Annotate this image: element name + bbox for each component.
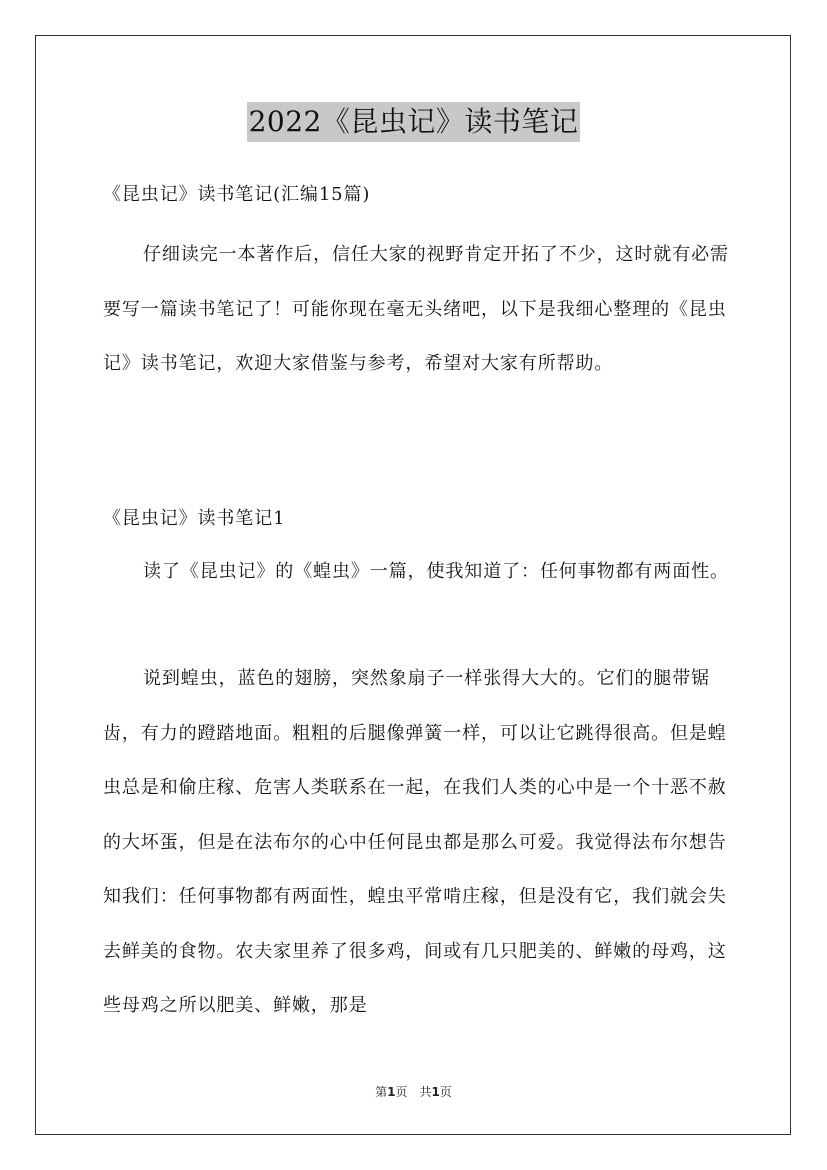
- footer-suffix: 页: [439, 1085, 452, 1099]
- intro-paragraph-text: 仔细读完一本著作后，信任大家的视野肯定开拓了不少，这时就有必需要写一篇读书笔记了！可能你现在毫无头绪吧，以下是我细心整理的《昆虫记》读书笔记，欢迎大家借鉴与参考，希望对大家有所帮助。: [103, 244, 729, 374]
- document-subtitle: 《昆虫记》读书笔记(汇编15篇): [103, 184, 371, 205]
- title-container: [0, 102, 827, 142]
- body-paragraph-1: [103, 545, 731, 600]
- document-title: 2022《昆虫记》读书笔记: [247, 102, 581, 142]
- body-paragraph-1-text: 读了《昆虫记》的《蝗虫》一篇，使我知道了：任何事物都有两面性。: [143, 561, 729, 582]
- footer-page-total: 1: [431, 1085, 440, 1099]
- section-heading: 《昆虫记》读书笔记1: [103, 508, 286, 529]
- footer-mid: 页 共: [395, 1085, 432, 1099]
- page-footer: [0, 1083, 827, 1101]
- body-paragraph-2-text: 说到蝗虫，蓝色的翅膀，突然象扇子一样张得大大的。它们的腿带锯齿，有力的蹬踏地面。粗粗的后腿像弹簧一样，可以让它跳得很高。但是蝗虫总是和偷庄稼、危害人类联系在一起，在我们人类的心中是一个十恶不赦的大坏蛋，但是在法布尔的心中任何昆虫都是那么可爱。我觉得法布尔想告知我们：任何事物都有两面性，蝗虫平常啃庄稼，但是没有它，我们就会失去鲜美的食物。农夫家里养了很多鸡，间或有几只肥美的、鲜嫩的母鸡，这些母鸡之所以肥美、鲜嫩，那是: [103, 668, 727, 1016]
- body-paragraph-2: [103, 652, 731, 1034]
- intro-paragraph: [103, 228, 731, 392]
- footer-page-current: 1: [387, 1085, 396, 1099]
- footer-prefix: 第: [375, 1085, 388, 1099]
